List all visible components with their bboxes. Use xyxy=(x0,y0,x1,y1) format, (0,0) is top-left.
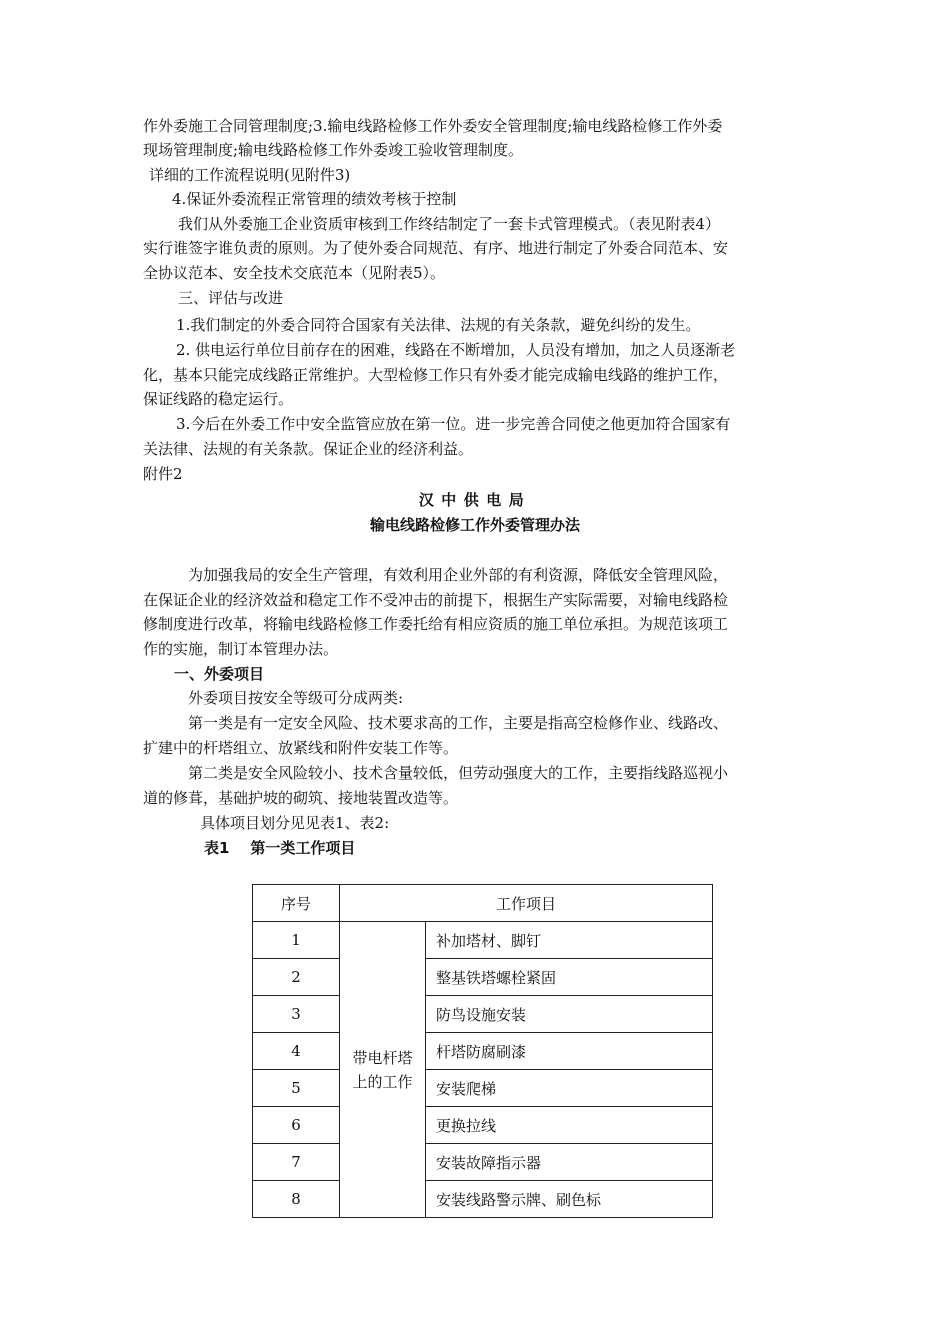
text-line: 为加强我局的安全生产管理，有效利用企业外部的有利资源，降低安全管理风险， xyxy=(188,566,729,584)
text-line: 实行谁签字谁负责的原则。为了使外委合同规范、有序、地进行制定了外委合同范本、安 xyxy=(143,239,729,257)
table-row xyxy=(253,996,713,1033)
text-line: 第二类是安全风险较小、技术含量较低，但劳动强度大的工作，主要指线路巡视小 xyxy=(188,764,729,782)
text-line: 我们从外委施工企业资质审核到工作终结制定了一套卡式管理模式。（表见附表4） xyxy=(178,215,721,233)
text-line: 详细的工作流程说明(见附件3) xyxy=(149,166,351,184)
text-line: 2. 供电运行单位目前存在的困难，线路在不断增加，人员没有增加，加之人员逐渐老 xyxy=(176,341,736,359)
row-no: 3 xyxy=(253,996,340,1033)
row-item: 安装爬梯 xyxy=(426,1070,713,1107)
section-heading: 一、外委项目 xyxy=(174,665,265,683)
table-row xyxy=(253,1144,713,1181)
attachment-label: 附件2 xyxy=(143,465,183,483)
text-line: 现场管理制度;输电线路检修工作外委竣工验收管理制度。 xyxy=(143,141,524,159)
row-item: 防鸟设施安装 xyxy=(426,996,713,1033)
row-no: 4 xyxy=(253,1033,340,1070)
row-item: 杆塔防腐刷漆 xyxy=(426,1033,713,1070)
row-no: 2 xyxy=(253,959,340,996)
row-item: 补加塔材、脚钉 xyxy=(426,922,713,959)
table-caption: 表1 第一类工作项目 xyxy=(204,839,356,857)
text-line: 修制度进行改革，将输电线路检修工作委托给有相应资质的施工单位承担。为规范该项工 xyxy=(143,615,729,633)
row-no: 7 xyxy=(253,1144,340,1181)
text-line: 作的实施，制订本管理办法。 xyxy=(143,640,339,658)
text-line: 关法律、法规的有关条款。保证企业的经济利益。 xyxy=(143,440,474,458)
row-no: 6 xyxy=(253,1107,340,1144)
doc-title: 输电线路检修工作外委管理办法 xyxy=(369,516,580,534)
table-row xyxy=(253,1033,713,1070)
text-line: 外委项目按安全等级可分成两类: xyxy=(188,689,404,707)
text-line: 具体项目划分见见表1、表2: xyxy=(200,814,390,832)
text-line: 作外委施工合同管理制度;3.输电线路检修工作外委安全管理制度;输电线路检修工作外委 xyxy=(143,117,723,135)
table-row xyxy=(253,1070,713,1107)
row-item: 更换拉线 xyxy=(426,1107,713,1144)
table-row xyxy=(253,922,713,959)
text-line: 保证线路的稳定运行。 xyxy=(143,390,294,408)
header-item: 工作项目 xyxy=(340,885,713,922)
text-line: 扩建中的杆塔组立、放紧线和附件安装工作等。 xyxy=(143,739,459,757)
header-no: 序号 xyxy=(253,885,340,922)
text-line: 道的修葺，基础护坡的砌筑、接地装置改造等。 xyxy=(143,789,459,807)
row-no: 1 xyxy=(253,922,340,959)
table-row xyxy=(253,1107,713,1144)
text-line: 4.保证外委流程正常管理的绩效考核于控制 xyxy=(172,190,457,208)
table-row xyxy=(253,959,713,996)
text-line: 化，基本只能完成线路正常维护。大型检修工作只有外委才能完成输电线路的维护工作， xyxy=(143,366,729,384)
text-line: 3.今后在外委工作中安全监管应放在第一位。进一步完善合同使之他更加符合国家有 xyxy=(176,415,731,433)
text-line: 在保证企业的经济效益和稳定工作不受冲击的前提下，根据生产实际需要，对输电线路检 xyxy=(143,591,729,609)
text-line: 第一类是有一定安全风险、技术要求高的工作，主要是指高空检修作业、线路改、 xyxy=(188,714,729,732)
row-no: 8 xyxy=(253,1181,340,1218)
row-item: 安装线路警示牌、刷色标 xyxy=(426,1181,713,1218)
text-line: 1.我们制定的外委合同符合国家有关法律、法规的有关条款，避免纠纷的发生。 xyxy=(176,316,701,334)
doc-title-org: 汉中供电局 xyxy=(418,491,532,509)
work-items-table xyxy=(252,884,713,1218)
category-label: 带电杆塔上的工作 xyxy=(352,1048,413,1091)
table-row xyxy=(253,1181,713,1218)
section-heading: 三、评估与改进 xyxy=(178,289,284,307)
row-item: 安装故障指示器 xyxy=(426,1144,713,1181)
text-line: 全协议范本、安全技术交底范本（见附表5）。 xyxy=(143,264,446,282)
category-cell xyxy=(340,922,426,1218)
row-item: 整基铁塔螺栓紧固 xyxy=(426,959,713,996)
row-no: 5 xyxy=(253,1070,340,1107)
table-header-row xyxy=(253,885,713,922)
